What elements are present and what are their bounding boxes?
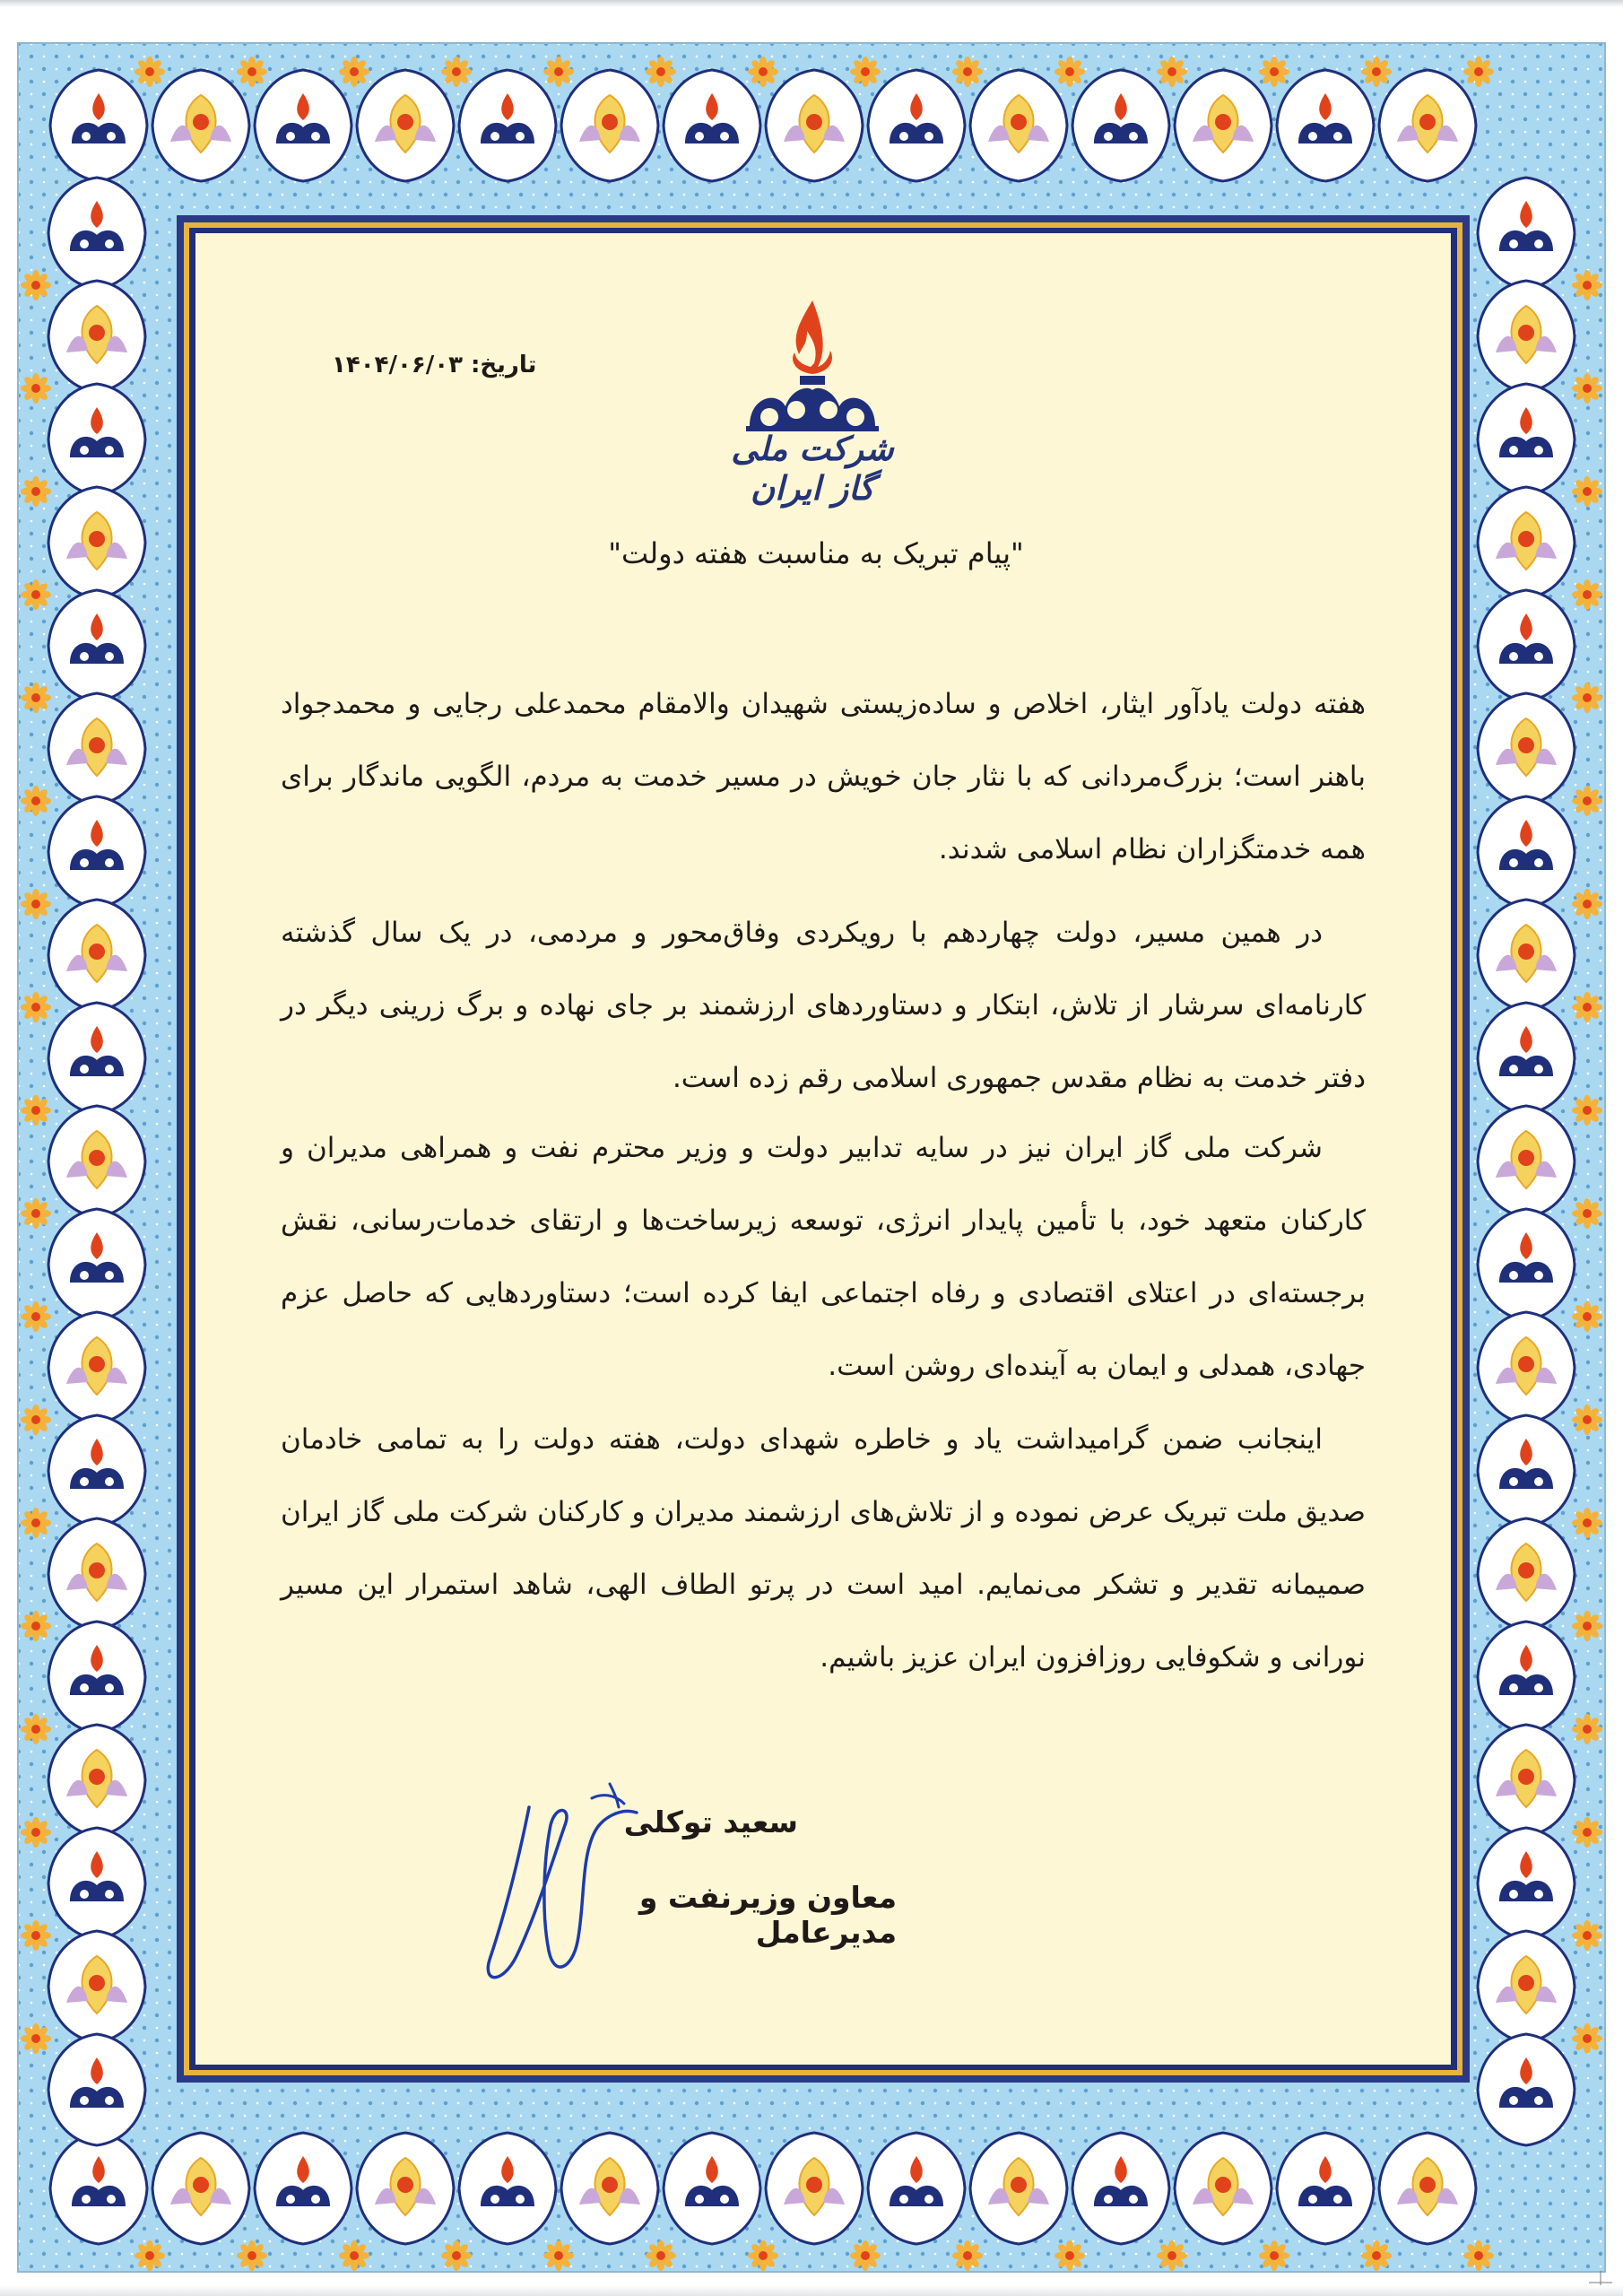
border-logo-icon: [48, 1622, 145, 1733]
border-logo-icon: [255, 2133, 352, 2244]
border-rosette-icon: [21, 579, 51, 610]
border-rosette-icon: [1572, 270, 1602, 300]
border-rosette-icon: [1572, 1301, 1602, 1332]
border-rosette-icon: [21, 1920, 51, 1951]
border-flower-icon: [766, 70, 863, 181]
signer-title: معاون وزیرنفت و مدیرعامل: [638, 1880, 897, 1950]
border-rosette-icon: [21, 1095, 51, 1126]
border-rosette-icon: [1572, 1095, 1602, 1126]
scan-shade-bottom: [0, 2285, 1623, 2296]
border-flower-icon: [152, 2133, 249, 2244]
border-rosette-icon: [646, 57, 676, 87]
border-rosette-icon: [952, 2240, 983, 2271]
border-rosette-icon: [135, 2240, 165, 2271]
border-rosette-icon: [21, 683, 51, 713]
border-flower-icon: [766, 2133, 863, 2244]
border-rosette-icon: [441, 57, 472, 87]
border-rosette-icon: [135, 57, 165, 87]
logo-wordmark: شرکت ملی گاز ایران: [731, 429, 894, 508]
border-logo-icon: [1072, 70, 1169, 181]
border-rosette-icon: [850, 57, 881, 87]
border-flower-icon: [561, 2133, 658, 2244]
border-rosette-icon: [1572, 579, 1602, 610]
border-rosette-icon: [1572, 1817, 1602, 1848]
border-rosette-icon: [543, 2240, 574, 2271]
border-logo-icon: [1478, 1828, 1575, 1939]
border-logo-icon: [50, 2133, 147, 2244]
border-rosette-icon: [1572, 1714, 1602, 1744]
body-paragraph: هفته دولت یادآور ایثار، اخلاص و ساده‌زیستی شهیدان والامقام محمدعلی رجایی و محمدجواد باهنر است؛ بزرگ‌مردانی که با نثار جان خویش در مسیر خدمت به مردم، الگویی ماندگار برای همه خدمتگزاران نظام اسلامی شدند.: [281, 688, 1366, 865]
border-rosette-icon: [1572, 1405, 1602, 1435]
border-logo-icon: [48, 1003, 145, 1114]
border-rosette-icon: [237, 2240, 267, 2271]
border-logo-icon: [1478, 796, 1575, 908]
border-logo-icon: [48, 1828, 145, 1939]
border-rosette-icon: [21, 1817, 51, 1848]
border-rosette-icon: [1157, 57, 1187, 87]
border-rosette-icon: [1361, 57, 1392, 87]
border-rosette-icon: [543, 57, 574, 87]
border-rosette-icon: [748, 2240, 778, 2271]
border-rosette-icon: [21, 476, 51, 507]
border-flower-icon: [357, 70, 454, 181]
border-rosette-icon: [1259, 2240, 1289, 2271]
border-flower-icon: [970, 70, 1067, 181]
border-rosette-icon: [1572, 476, 1602, 507]
border-flower-icon: [1478, 1312, 1575, 1423]
border-rosette-icon: [1361, 2240, 1392, 2271]
border-flower-icon: [1478, 1725, 1575, 1836]
border-rosette-icon: [1463, 2240, 1494, 2271]
border-logo-icon: [48, 2034, 145, 2145]
border-flower-icon: [1379, 70, 1476, 181]
border-flower-icon: [1478, 487, 1575, 598]
border-logo-icon: [1072, 2133, 1169, 2244]
border-logo-icon: [1478, 1415, 1575, 1526]
border-flower-icon: [48, 1518, 145, 1630]
border-rosette-icon: [1157, 2240, 1187, 2271]
border-flower-icon: [48, 1106, 145, 1217]
border-logo-icon: [664, 70, 760, 181]
border-logo-icon: [1277, 70, 1374, 181]
border-rosette-icon: [339, 57, 369, 87]
border-rosette-icon: [1572, 889, 1602, 919]
border-flower-icon: [48, 1725, 145, 1836]
border-logo-icon: [1478, 178, 1575, 289]
border-rosette-icon: [21, 373, 51, 404]
border-logo-icon: [48, 1209, 145, 1320]
border-rosette-icon: [1572, 373, 1602, 404]
border-rosette-icon: [21, 1301, 51, 1332]
border-flower-icon: [1478, 1518, 1575, 1630]
border-rosette-icon: [646, 2240, 676, 2271]
border-rosette-icon: [339, 2240, 369, 2271]
border-rosette-icon: [1572, 1611, 1602, 1641]
border-flower-icon: [357, 2133, 454, 2244]
border-logo-icon: [1478, 1209, 1575, 1320]
border-flower-icon: [1478, 1931, 1575, 2042]
border-logo-icon: [1478, 2034, 1575, 2145]
border-flower-icon: [1175, 2133, 1271, 2244]
border-rosette-icon: [21, 270, 51, 300]
border-rosette-icon: [21, 992, 51, 1022]
body-paragraph: شرکت ملی گاز ایران نیز در سایه تدابیر دولت و وزیر محترم نفت و همراهی مدیران و کارکنان متعهد خود، با تأمین پایدار انرژی، توسعه زیرساخت‌ها و ارتقای خدمات‌رسانی، نقش برجسته‌ای در اعتلای اقتصادی و رفاه اجتماعی ایفا کرده است؛ دستاوردهایی که حاصل عزم جهادی، همدلی و ایمان به آینده‌ای روشن است.: [281, 1132, 1366, 1382]
border-rosette-icon: [748, 57, 778, 87]
border-rosette-icon: [1572, 992, 1602, 1022]
border-rosette-icon: [1572, 1508, 1602, 1538]
border-rosette-icon: [1572, 683, 1602, 713]
border-rosette-icon: [21, 1611, 51, 1641]
border-rosette-icon: [21, 1508, 51, 1538]
border-flower-icon: [970, 2133, 1067, 2244]
border-logo-icon: [255, 70, 352, 181]
border-flower-icon: [48, 281, 145, 392]
border-rosette-icon: [237, 57, 267, 87]
border-rosette-icon: [1572, 2023, 1602, 2054]
border-rosette-icon: [1463, 57, 1494, 87]
border-logo-icon: [48, 1415, 145, 1526]
letter-title: "پیام تبریک به مناسبت هفته دولت": [608, 536, 1024, 570]
flame-icon: [793, 300, 832, 374]
border-rosette-icon: [441, 2240, 472, 2271]
border-logo-icon: [1478, 384, 1575, 495]
signer-name: سعید توکلی: [623, 1805, 798, 1839]
border-logo-icon: [1277, 2133, 1374, 2244]
border-rosette-icon: [21, 1198, 51, 1229]
border-flower-icon: [152, 70, 249, 181]
border-flower-icon: [1175, 70, 1271, 181]
border-logo-icon: [868, 2133, 965, 2244]
border-logo-icon: [1478, 1003, 1575, 1114]
border-rosette-icon: [21, 1405, 51, 1435]
border-flower-icon: [1478, 1106, 1575, 1217]
border-flower-icon: [48, 693, 145, 804]
border-logo-icon: [1478, 1622, 1575, 1733]
border-logo-icon: [459, 70, 556, 181]
body-paragraph: اینجانب ضمن گرامیداشت یاد و خاطره شهدای دولت، هفته دولت را به تمامی خادمان صدیق ملت تبریک عرض نموده و از تلاش‌های ارزشمند مدیران و کارکنان شرکت ملی گاز ایران صمیمانه تقدیر و تشکر می‌نمایم. امید است در پرتو الطاف الهی، شاهد استمرار این مسیر نورانی و شکوفایی روزافزون ایران عزیز باشیم.: [281, 1423, 1366, 1674]
border-rosette-icon: [850, 2240, 881, 2271]
border-rosette-icon: [21, 786, 51, 816]
border-flower-icon: [48, 900, 145, 1011]
border-flower-icon: [48, 1312, 145, 1423]
border-logo-icon: [1478, 590, 1575, 701]
body-paragraph: در همین مسیر، دولت چهاردهم با رویکردی وفاق‌محور و مردمی، در یک سال گذشته کارنامه‌ای سرشار از تلاش، ابتکار و دستاوردهای ارزشمند بر جای نهاده و برگ زرینی دیگر در دفتر خدمت به نظام مقدس جمهوری اسلامی رقم زده است.: [281, 917, 1366, 1094]
border-rosette-icon: [952, 57, 983, 87]
border-rosette-icon: [21, 2023, 51, 2054]
border-logo-icon: [50, 70, 147, 181]
border-rosette-icon: [21, 1714, 51, 1744]
border-rosette-icon: [1055, 57, 1085, 87]
letter-date: تاریخ: ۱۴۰۴/۰۶/۰۳: [332, 352, 537, 378]
border-logo-icon: [48, 796, 145, 908]
border-flower-icon: [561, 70, 658, 181]
border-logo-icon: [664, 2133, 760, 2244]
border-rosette-icon: [1572, 1198, 1602, 1229]
border-logo-icon: [48, 384, 145, 495]
border-rosette-icon: [1572, 786, 1602, 816]
border-logo-icon: [48, 178, 145, 289]
border-flower-icon: [1478, 900, 1575, 1011]
border-logo-icon: [868, 70, 965, 181]
border-rosette-icon: [21, 889, 51, 919]
border-logo-icon: [48, 590, 145, 701]
border-logo-icon: [459, 2133, 556, 2244]
border-flower-icon: [1478, 281, 1575, 392]
border-rosette-icon: [1259, 57, 1289, 87]
border-flower-icon: [48, 487, 145, 598]
border-rosette-icon: [1572, 1920, 1602, 1951]
border-rosette-icon: [1055, 2240, 1085, 2271]
border-flower-icon: [48, 1931, 145, 2042]
border-flower-icon: [1478, 693, 1575, 804]
border-flower-icon: [1379, 2133, 1476, 2244]
